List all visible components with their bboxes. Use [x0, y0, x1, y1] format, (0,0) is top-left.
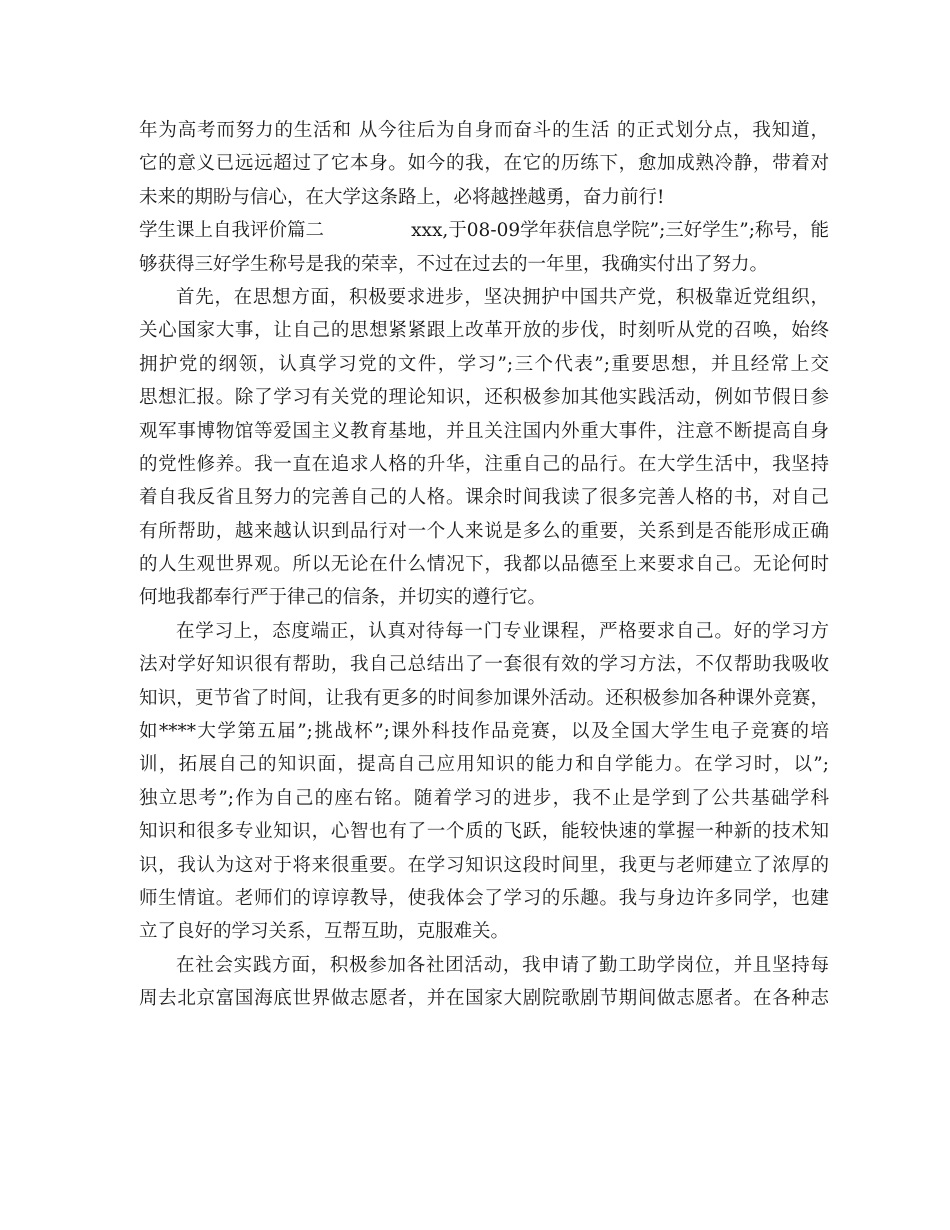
text-line: 够获得三好学生称号是我的荣幸，不过在过去的一年里，我确实付出了努力。: [139, 253, 769, 275]
paragraph-first-line: 首先，在思想方面，积极要求进步，坚决拥护中国共产党，积极靠近党组织，: [176, 286, 829, 308]
text-line: 独立思考”;作为自己的座右铭。随着学习的进步，我不止是学到了公共基础学科: [139, 787, 829, 809]
text-line: 法对学好知识很有帮助，我自己总结出了一套很有效的学习方法，不仅帮助我吸收: [139, 654, 829, 676]
section-heading-line: [139, 214, 829, 247]
text-line: 着自我反省且努力的完善自己的人格。课余时间我读了很多完善人格的书，对自己: [139, 487, 829, 509]
text-line: 师生情谊。老师们的谆谆教导，使我体会了学习的乐趣。我与身边许多同学，也建: [139, 887, 829, 909]
text-line: 知识和很多专业知识，心智也有了一个质的飞跃，能较快速的掌握一种新的技术知: [139, 821, 829, 843]
text-line: 立了良好的学习关系，互帮互助，克服难关。: [139, 921, 510, 943]
section-heading-title: 学生课上自我评价篇二: [139, 220, 325, 242]
text-line: 观军事博物馆等爱国主义教育基地，并且关注国内外重大事件，注意不断提高自身: [139, 420, 829, 442]
text-line: 有所帮助，越来越认识到品行对一个人来说是多么的重要，关系到是否能形成正确: [139, 520, 829, 542]
section-heading-continuation: xxx,于08-09学年获信息学院”;三好学生”;称号，能: [411, 220, 829, 242]
text-line: 的人生观世界观。所以无论在什么情况下，我都以品德至上来要求自己。无论何时: [139, 554, 829, 576]
text-line: 识，我认为这对于将来很重要。在学习知识这段时间里，我更与老师建立了浓厚的: [139, 854, 829, 876]
text-line: 它的意义已远远超过了它本身。如今的我，在它的历练下，愈加成熟冷静，带着对: [139, 153, 829, 175]
text-line: 如****大学第五届”;挑战杯”;课外科技作品竞赛，以及全国大学生电子竞赛的培: [139, 721, 829, 743]
text-line: 知识，更节省了时间，让我有更多的时间参加课外活动。还积极参加各种课外竞赛，: [139, 687, 829, 709]
text-line: 训，拓展自己的知识面，提高自己应用知识的能力和自学能力。在学习时，以”;: [139, 754, 829, 776]
text-line: 思想汇报。除了学习有关党的理论知识，还积极参加其他实践活动，例如节假日参: [139, 387, 829, 409]
text-line: 未来的期盼与信心，在大学这条路上，必将越挫越勇，奋力前行!: [139, 186, 665, 208]
text-line: 的党性修养。我一直在追求人格的升华，注重自己的品行。在大学生活中，我坚持: [139, 453, 829, 475]
text-line: 拥护党的纲领，认真学习党的文件，学习”;三个代表”;重要思想，并且经常上交: [139, 353, 829, 375]
text-line: 关心国家大事，让自己的思想紧紧跟上改革开放的步伐，时刻听从党的召唤，始终: [139, 320, 829, 342]
text-line: 周去北京富国海底世界做志愿者，并在国家大剧院歌剧节期间做志愿者。在各种志: [139, 988, 829, 1010]
paragraph-first-line: 在社会实践方面，积极参加各社团活动，我申请了勤工助学岗位，并且坚持每: [176, 954, 829, 976]
document-body: [139, 114, 829, 1016]
text-line: 何地我都奉行严于律己的信条，并切实的遵行它。: [139, 587, 547, 609]
text-line: 年为高考而努力的生活和 从今往后为自身而奋斗的生活 的正式划分点，我知道，: [139, 120, 829, 141]
paragraph-first-line: 在学习上，态度端正，认真对待每一门专业课程，严格要求自己。好的学习方: [176, 620, 829, 642]
